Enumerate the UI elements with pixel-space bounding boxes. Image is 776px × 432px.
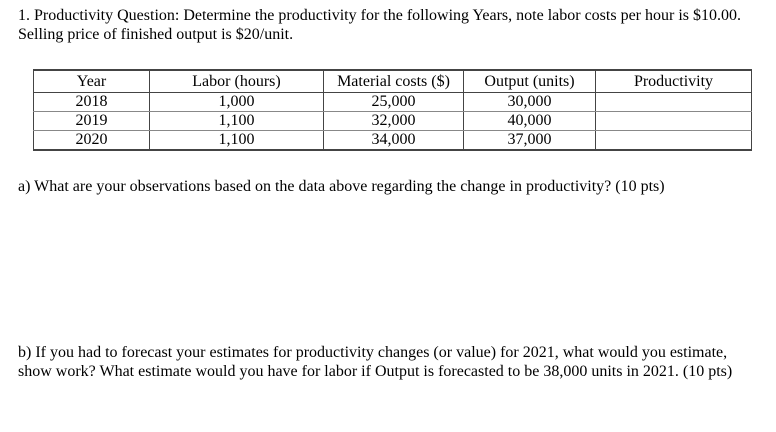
- table-row: [34, 131, 752, 151]
- cell-output: 30,000: [464, 93, 596, 112]
- cell-labor: 1,100: [150, 131, 324, 151]
- question-intro: 1. Productivity Question: Determine the productivity for the following Years, note labor costs per hour is $10.00. Selling price of finished output is $20/unit.: [18, 7, 741, 43]
- productivity-table: [33, 69, 752, 151]
- header-material-costs: Material costs ($): [324, 70, 464, 93]
- cell-material-costs: 34,000: [324, 131, 464, 151]
- cell-productivity[interactable]: [596, 112, 752, 131]
- question-part-b: b) If you had to forecast your estimates for productivity changes (or value) for 2021, what would you estimate, show work? What estimate would you have for labor if Output is forecasted to be 38,000 units in 2021. (10 pts): [18, 344, 733, 380]
- table-row: [34, 93, 752, 112]
- cell-productivity[interactable]: [596, 93, 752, 112]
- header-year: Year: [34, 70, 150, 93]
- header-productivity: Productivity: [596, 70, 752, 93]
- cell-year: 2019: [34, 112, 150, 131]
- cell-labor: 1,100: [150, 112, 324, 131]
- cell-labor: 1,000: [150, 93, 324, 112]
- table-row: [34, 112, 752, 131]
- cell-year: 2020: [34, 131, 150, 151]
- cell-output: 37,000: [464, 131, 596, 151]
- cell-productivity[interactable]: [596, 131, 752, 151]
- cell-material-costs: 32,000: [324, 112, 464, 131]
- table-header-row: [34, 70, 752, 93]
- cell-material-costs: 25,000: [324, 93, 464, 112]
- cell-year: 2018: [34, 93, 150, 112]
- header-output: Output (units): [464, 70, 596, 93]
- cell-output: 40,000: [464, 112, 596, 131]
- question-part-a: a) What are your observations based on the data above regarding the change in productivity? (10 pts): [18, 178, 665, 195]
- header-labor: Labor (hours): [150, 70, 324, 93]
